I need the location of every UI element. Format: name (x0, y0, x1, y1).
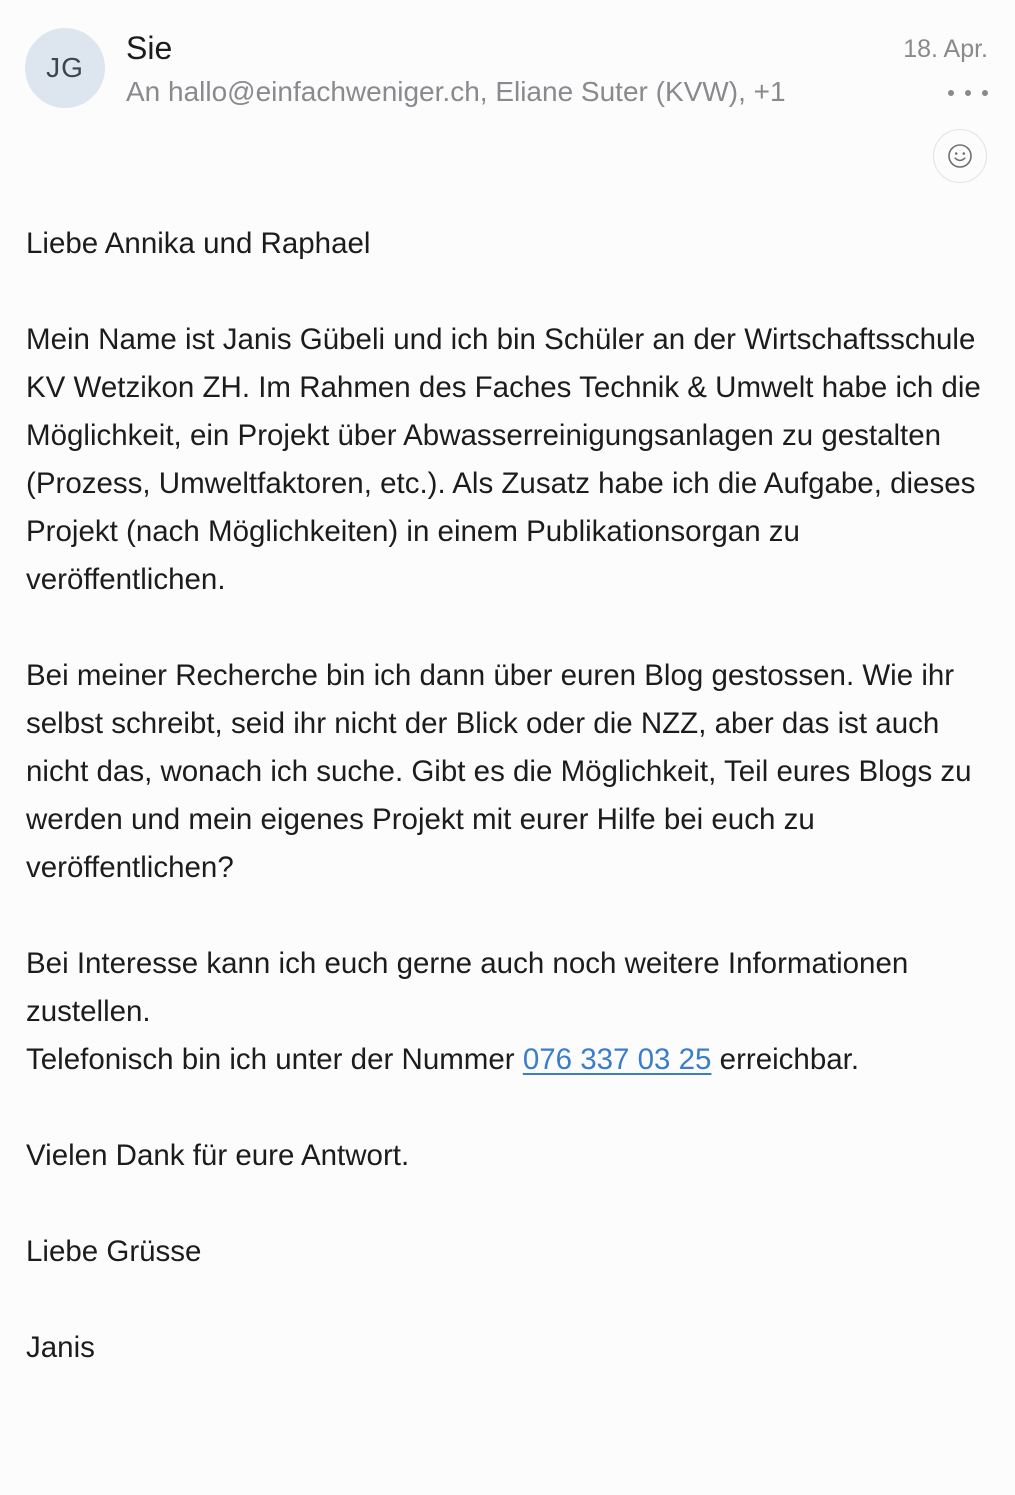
smiley-icon (947, 143, 973, 169)
phone-line (26, 1036, 986, 1084)
avatar[interactable]: JG (25, 28, 105, 108)
message-date: 18. Apr. (903, 35, 988, 63)
greeting: Liebe Annika und Raphael (26, 227, 371, 260)
message-header (0, 0, 1015, 200)
phone-prefix: Telefonisch bin ich unter der Nummer (26, 1043, 515, 1076)
sender-name[interactable]: Sie (126, 30, 173, 66)
more-options-button[interactable] (948, 78, 988, 108)
signature: Janis (26, 1331, 95, 1364)
paragraph-more-info: Bei Interesse kann ich euch gerne auch noch weitere Informationen zustellen. (26, 947, 909, 1028)
ellipsis-icon-dot (982, 90, 988, 96)
thanks-line: Vielen Dank für eure Antwort. (26, 1139, 410, 1172)
add-reaction-button[interactable] (933, 129, 987, 183)
ellipsis-icon-dot (965, 90, 971, 96)
recipients-line[interactable]: An hallo@einfachweniger.ch, Eliane Suter (KVW), +1 (126, 76, 786, 107)
message-body (26, 220, 986, 1420)
phone-number-link[interactable]: 076 337 03 25 (522, 1043, 712, 1076)
paragraph-request: Bei meiner Recherche bin ich dann über euren Blog gestossen. Wie ihr selbst schreibt, seid ihr nicht der Blick oder die NZZ, aber das ist auch nicht das, wonach ich suche. Gibt es die Möglichkeit, Teil eures Blogs zu werden und mein eigenes Projekt mit eurer Hilfe bei euch zu veröffentlichen? (26, 659, 972, 884)
phone-suffix: erreichbar. (719, 1043, 860, 1076)
paragraph-intro: Mein Name ist Janis Gübeli und ich bin Schüler an der Wirtschaftsschule KV Wetzikon ZH. Im Rahmen des Faches Technik & Umwelt habe ich die Möglichkeit, ein Projekt über Abwasserreinigungsanlagen zu gestalten (Prozess, Umweltfaktoren, etc.). Als Zusatz habe ich die Aufgabe, dieses Projekt (nach Möglichkeiten) in einem Publikationsorgan zu veröffentlichen. (26, 323, 981, 596)
closing-line: Liebe Grüsse (26, 1235, 202, 1268)
ellipsis-icon (948, 90, 954, 96)
